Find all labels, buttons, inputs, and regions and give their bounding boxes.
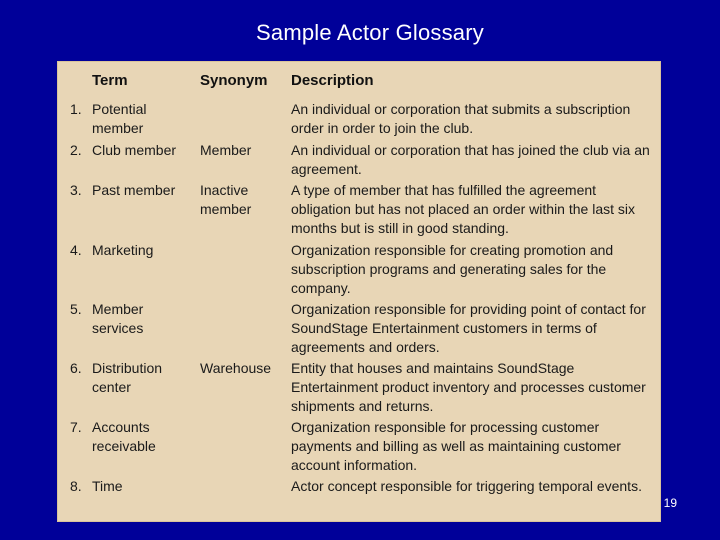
row-description: Organization responsible for providing point of contact for SoundStage Entertainment customers in terms of agreements and orders. <box>291 301 646 355</box>
row-synonym: Warehouse <box>200 360 272 376</box>
row-term: Past member <box>92 182 176 198</box>
header-description: Description <box>291 72 374 89</box>
glossary-table <box>57 61 661 522</box>
row-number: 3. <box>70 182 82 198</box>
row-description: A type of member that has fulfilled the agreement obligation but has not placed an order within the last six months but is still in good standing. <box>291 182 635 236</box>
header-synonym: Synonym <box>200 72 268 89</box>
row-number: 4. <box>70 242 82 258</box>
row-synonym: Member <box>200 142 252 158</box>
row-term: Potential member <box>92 101 147 136</box>
row-term: Club member <box>92 142 177 158</box>
row-term: Time <box>92 478 123 494</box>
page-number: 19 <box>663 496 677 510</box>
row-number: 1. <box>70 101 82 117</box>
slide-title: Sample Actor Glossary <box>256 20 484 45</box>
row-description: An individual or corporation that has joined the club via an agreement. <box>291 142 650 177</box>
row-term: Distribution center <box>92 360 163 395</box>
row-synonym: Inactive member <box>200 182 252 217</box>
row-description: Actor concept responsible for triggering temporal events. <box>291 478 642 494</box>
header-term: Term <box>92 72 128 89</box>
row-number: 8. <box>70 478 82 494</box>
row-number: 6. <box>70 360 82 376</box>
row-number: 2. <box>70 142 82 158</box>
row-description: Entity that houses and maintains SoundStage Entertainment product inventory and processes customer shipments and returns. <box>291 360 646 414</box>
row-term: Marketing <box>92 242 154 258</box>
row-term: Accounts receivable <box>92 419 156 454</box>
row-description: An individual or corporation that submits a subscription order in order to join the club. <box>291 101 631 136</box>
row-term: Member services <box>92 301 144 336</box>
row-description: Organization responsible for processing customer payments and billing as well as maintaining customer account information. <box>291 419 621 473</box>
row-description: Organization responsible for creating promotion and subscription programs and generating sales for the company. <box>291 242 614 296</box>
row-number: 5. <box>70 301 82 317</box>
row-number: 7. <box>70 419 82 435</box>
